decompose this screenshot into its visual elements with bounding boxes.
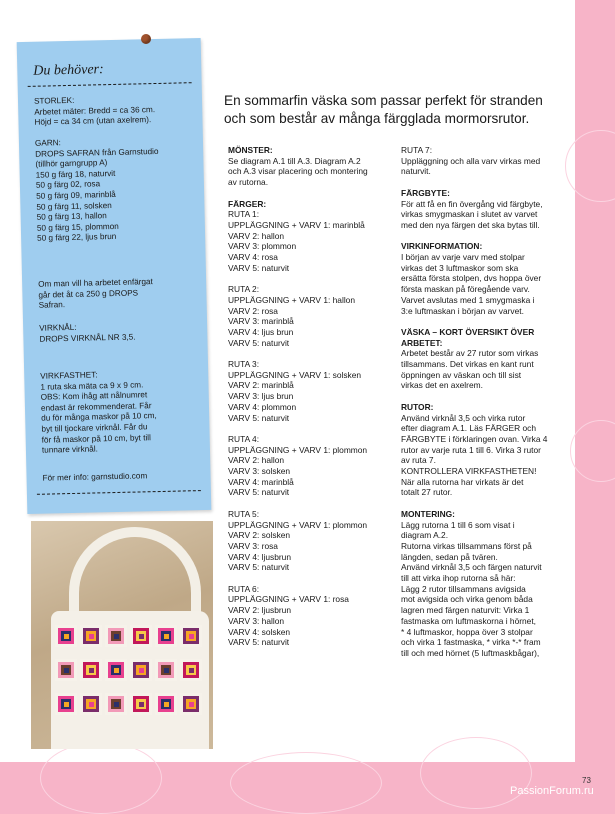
text-line: RUTA 5: (228, 508, 260, 519)
text-line: till att virka ihop rutorna så här: (401, 573, 516, 584)
text-line: med den nya färgen det ska bytas till. (401, 219, 540, 230)
text-line: Lägg 2 rutor tillsammans avigsida (401, 583, 526, 594)
spacer (228, 498, 393, 509)
text-line: naturvit. (401, 166, 431, 177)
text-line: VARV 5: naturvit (228, 262, 290, 273)
text-line: VARV 5: naturvit (228, 337, 290, 348)
text-line: VARV 4: rosa (228, 252, 278, 263)
text-line: VARV 2: hallon (228, 230, 285, 241)
text-line: VARV 5: naturvit (228, 562, 290, 573)
spacer (401, 391, 571, 402)
materials-sidebar (17, 38, 212, 514)
granny-square (55, 625, 77, 647)
text-line: rutor av varje ruta 1 till 6. Virka 3 rutor (401, 444, 541, 455)
text-line: Använd virknål 3,5 och virka rutor (401, 412, 526, 423)
sidebar-line: (tillhör garngrupp A) (35, 158, 108, 169)
granny-square (105, 625, 127, 647)
text-line: För att få en fin övergång vid färgbyte, (401, 198, 543, 209)
spacer (401, 177, 571, 188)
sidebar-line: 50 g färg 15, plommon (36, 221, 119, 233)
text-line: 3:e luftmaskan i början av varvet. (401, 305, 524, 316)
sidebar-line: går det åt ca 250 g DROPS (38, 288, 139, 300)
text-line: diagram A.2. (401, 530, 449, 541)
spacer (228, 423, 393, 434)
text-line: UPPLÄGGNING + VARV 1: plommon (228, 444, 368, 455)
text-line: VARV 5: naturvit (228, 412, 290, 423)
spacer (401, 498, 571, 509)
sidebar-block (39, 320, 199, 345)
dashed-divider (37, 490, 201, 495)
sidebar-line: tunnare virknål. (41, 444, 99, 455)
text-line: VARV 2: hallon (228, 455, 285, 466)
watermark: PassionForum.ru (510, 785, 594, 797)
text-line: UPPLÄGGNING + VARV 1: rosa (228, 594, 349, 605)
spacer (228, 273, 393, 284)
text-line: KONTROLLERA VIRKFASTHETEN! (401, 466, 537, 477)
text-line: virkas det en axelrem. (401, 380, 483, 391)
spacer (228, 188, 393, 199)
sidebar-line: 50 g färg 02, rosa (35, 179, 101, 191)
text-line: VARV 3: marinblå (228, 316, 294, 327)
text-line: virkas det 3 luftmaskor som ska (401, 262, 519, 273)
section-heading: ARBETET: (401, 337, 443, 348)
sidebar-block (40, 368, 202, 456)
text-line: VARV 4: marinblå (228, 476, 294, 487)
text-line: RUTA 1: (228, 209, 260, 220)
text-line: tillsammans. Det virkas en kant runt (401, 359, 534, 370)
text-line: till och med hörnet (5 luftmaskbågar), (401, 647, 540, 658)
text-line: VARV 2: rosa (228, 305, 278, 316)
sidebar-block (35, 135, 197, 245)
page-number: 73 (582, 776, 591, 785)
text-line: fastmaska om luftmaskorna i hörnet, (401, 615, 536, 626)
text-line: virkas smygmaskan i slutet av varvet (401, 209, 538, 220)
pattern-column-right (401, 145, 571, 659)
text-line: * 4 luftmaskor, hoppa över 3 stolpar (401, 626, 533, 637)
spacer (228, 348, 393, 359)
text-line: VARV 4: ljusbrun (228, 551, 291, 562)
text-line: första maskan på föregående varv. (401, 284, 530, 295)
text-line: öppningen av väskan och till sist (401, 369, 522, 380)
sidebar-line: För mer info: garnstudio.com (42, 471, 148, 483)
text-line: Använd virknål 3,5 och färgen naturvit (401, 562, 542, 573)
text-line: Se diagram A.1 till A.3. Diagram A.2 (228, 155, 361, 166)
text-line: Arbetet består av 27 rutor som virkas (401, 348, 539, 359)
granny-square (180, 659, 202, 681)
granny-square (80, 659, 102, 681)
text-line: UPPLÄGGNING + VARV 1: marinblå (228, 219, 365, 230)
pattern-column-left (228, 145, 393, 648)
text-line: VARV 2: ljusbrun (228, 605, 291, 616)
sidebar-line: GARN: (34, 138, 62, 148)
granny-square (130, 625, 152, 647)
text-line: lagren med färgen naturvit: Virka 1 (401, 605, 530, 616)
text-line: och virka 1 fastmaska, * virka *-* fram (401, 637, 541, 648)
text-line: VARV 4: ljus brun (228, 326, 294, 337)
sidebar-line: 150 g färg 18, naturvit (35, 168, 116, 180)
sidebar-line: Om man vill ha arbetet enfärgat (38, 277, 153, 289)
text-line: VARV 3: plommon (228, 241, 297, 252)
sidebar-block (34, 93, 195, 128)
sidebar-line: VIRKNÅL: (39, 322, 77, 333)
text-line: RUTA 2: (228, 284, 260, 295)
text-line: av rutorna. (228, 177, 269, 188)
sidebar-line: för få maskor på 10 cm, byt till (41, 432, 151, 445)
text-line: Lägg rutorna 1 till 6 som visat i (401, 519, 515, 530)
granny-square (55, 659, 77, 681)
granny-square (105, 693, 127, 715)
section-heading: MONTERING: (401, 508, 455, 519)
granny-square (155, 625, 177, 647)
text-line: VARV 3: rosa (228, 540, 278, 551)
granny-square (80, 625, 102, 647)
sidebar-line: Arbetet mäter: Bredd = ca 36 cm. (34, 104, 156, 117)
text-line: Varvet avslutas med 1 smygmaska i (401, 294, 535, 305)
granny-square (105, 659, 127, 681)
text-line: RUTA 3: (228, 359, 260, 370)
sidebar-block (38, 276, 199, 311)
text-line: totalt 27 rutor. (401, 487, 453, 498)
text-line: VARV 5: naturvit (228, 637, 290, 648)
text-line: VARV 4: solsken (228, 626, 291, 637)
granny-square (180, 693, 202, 715)
text-line: och A.3 visar placering och montering (228, 166, 368, 177)
dashed-divider (28, 82, 192, 87)
sidebar-line: Safran. (38, 300, 66, 310)
spacer (401, 231, 571, 242)
spacer (401, 316, 571, 327)
sidebar-line: Höjd = ca 34 cm (utan axelrem). (34, 115, 152, 127)
sidebar-line: STORLEK: (33, 95, 75, 106)
text-line: Uppläggning och alla varv virkas med (401, 155, 541, 166)
text-line: VARV 4: plommon (228, 401, 297, 412)
section-heading: VIRKINFORMATION: (401, 241, 483, 252)
text-line: FÄRGBYTE i förklaringen ovan. Virka 4 (401, 433, 548, 444)
sidebar-line: endast är rekommenderat. Får (40, 400, 152, 413)
text-line: RUTA 7: (401, 145, 433, 155)
bag-photo (31, 521, 213, 749)
sidebar-block (42, 470, 202, 484)
section-heading: RUTOR: (401, 401, 434, 412)
pink-border-right (575, 0, 615, 800)
section-heading: FÄRGBYTE: (401, 187, 450, 198)
sidebar-line: DROPS VIRKNÅL NR 3,5. (39, 332, 136, 344)
text-line: UPPLÄGGNING + VARV 1: hallon (228, 294, 355, 305)
section-heading: MÖNSTER: (228, 145, 273, 155)
sidebar-line: du för många maskor på 10 cm, (41, 411, 157, 424)
text-line: VARV 3: ljus brun (228, 391, 294, 402)
text-line: av ruta 7. (401, 455, 436, 466)
push-pin-icon (141, 34, 151, 44)
text-line: VARV 3: hallon (228, 615, 285, 626)
granny-square (180, 625, 202, 647)
spacer (228, 573, 393, 584)
text-line: RUTA 6: (228, 583, 260, 594)
text-line: UPPLÄGGNING + VARV 1: plommon (228, 519, 368, 530)
section-heading: VÄSKA – KORT ÖVERSIKT ÖVER (401, 326, 535, 337)
text-line: När alla rutorna har virkats är det (401, 476, 524, 487)
sidebar-line: 50 g färg 09, marinblå (36, 189, 116, 201)
text-line: efter diagram A.1. Läs FÄRGER och (401, 423, 536, 434)
text-line: VARV 2: marinblå (228, 380, 294, 391)
section-heading: FÄRGER: (228, 198, 267, 209)
granny-square (80, 693, 102, 715)
text-line: mot avigsida och virka genom båda (401, 594, 533, 605)
granny-square (155, 659, 177, 681)
granny-square (130, 693, 152, 715)
sidebar-line: 1 ruta ska mäta ca 9 x 9 cm. (40, 379, 144, 392)
text-line: VARV 2: solsken (228, 530, 291, 541)
sidebar-line: DROPS SAFRAN från Garnstudio (35, 146, 159, 159)
sidebar-line: 50 g färg 13, hallon (36, 211, 107, 222)
sidebar-line: 50 g färg 22, ljus brun (37, 232, 117, 244)
granny-square (130, 659, 152, 681)
text-line: ersätta första stolpen, dvs hoppa över (401, 273, 542, 284)
text-line: RUTA 4: (228, 433, 260, 444)
article-heading: En sommarfin väska som passar perfekt för stranden och som består av många färgglada mormorsrutor. (224, 93, 543, 126)
text-line: Rutorna virkas tillsammans först på (401, 540, 532, 551)
sidebar-title: Du behöver: (33, 62, 104, 79)
text-line: UPPLÄGGNING + VARV 1: solsken (228, 369, 362, 380)
granny-square (155, 693, 177, 715)
text-line: VARV 5: naturvit (228, 487, 290, 498)
sidebar-line: OBS: Kom ihåg att nålnumret (40, 390, 148, 402)
text-line: I början av varje varv med stolpar (401, 252, 525, 262)
sidebar-line: 50 g färg 11, solsken (36, 200, 112, 212)
text-line: VARV 3: solsken (228, 466, 291, 477)
sidebar-line: VIRKFASTHET: (40, 370, 98, 381)
granny-square (55, 693, 77, 715)
text-line: längden, sedan på tvären. (401, 551, 498, 562)
sidebar-line: byt till tjockare virknål. Får du (41, 422, 148, 434)
